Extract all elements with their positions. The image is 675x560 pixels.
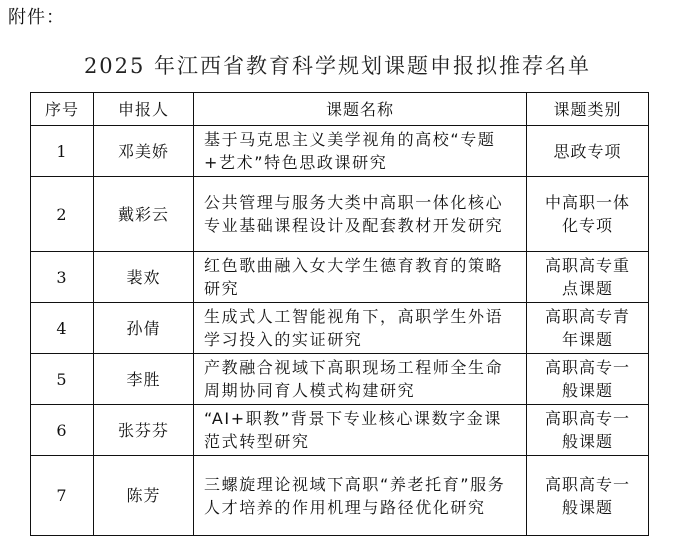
table-row (31, 354, 649, 405)
row-topic: 红色歌曲融入女大学生德育教育的策略研究 (194, 252, 527, 303)
row-topic: 三螺旋理论视域下高职“养老托育”服务人才培养的作用机理与路径优化研究 (194, 456, 527, 536)
row-applicant: 陈芳 (94, 456, 194, 536)
row-topic: 产教融合视域下高职现场工程师全生命周期协同育人模式构建研究 (194, 354, 527, 405)
document-title: 2025 年江西省教育科学规划课题申报拟推荐名单 (83, 54, 592, 78)
table-row (31, 177, 649, 252)
row-topic: 基于马克思主义美学视角的高校“专题+艺术”特色思政课研究 (194, 126, 527, 177)
table-header-row (31, 93, 649, 126)
row-index: 2 (31, 177, 94, 252)
row-applicant: 孙倩 (94, 303, 194, 354)
row-topic: 公共管理与服务大类中高职一体化核心专业基础课程设计及配套教材开发研究 (194, 177, 527, 252)
attachment-label: 附件： (8, 7, 65, 28)
column-header-topic: 课题名称 (194, 93, 527, 126)
table-row (31, 303, 649, 354)
row-category: 高职高专青年课题 (527, 303, 649, 354)
row-applicant: 李胜 (94, 354, 194, 405)
row-category: 高职高专重点课题 (527, 252, 649, 303)
column-header-index: 序号 (31, 93, 94, 126)
row-category: 高职高专一般课题 (527, 405, 649, 456)
row-topic: 生成式人工智能视角下，高职学生外语学习投入的实证研究 (194, 303, 527, 354)
row-index: 7 (31, 456, 94, 536)
row-index: 6 (31, 405, 94, 456)
row-index: 3 (31, 252, 94, 303)
recommendation-table (30, 92, 649, 536)
column-header-applicant: 申报人 (94, 93, 194, 126)
row-category: 中高职一体化专项 (527, 177, 649, 252)
row-applicant: 戴彩云 (94, 177, 194, 252)
row-index: 5 (31, 354, 94, 405)
row-index: 1 (31, 126, 94, 177)
table-row (31, 126, 649, 177)
row-applicant: 邓美娇 (94, 126, 194, 177)
table-row (31, 405, 649, 456)
row-category: 高职高专一般课题 (527, 456, 649, 536)
row-category: 思政专项 (527, 126, 649, 177)
table-row (31, 456, 649, 536)
row-index: 4 (31, 303, 94, 354)
row-applicant: 张芬芬 (94, 405, 194, 456)
row-topic: “AI+职教”背景下专业核心课数字金课范式转型研究 (194, 405, 527, 456)
column-header-category: 课题类别 (527, 93, 649, 126)
table-row (31, 252, 649, 303)
row-category: 高职高专一般课题 (527, 354, 649, 405)
row-applicant: 裴欢 (94, 252, 194, 303)
